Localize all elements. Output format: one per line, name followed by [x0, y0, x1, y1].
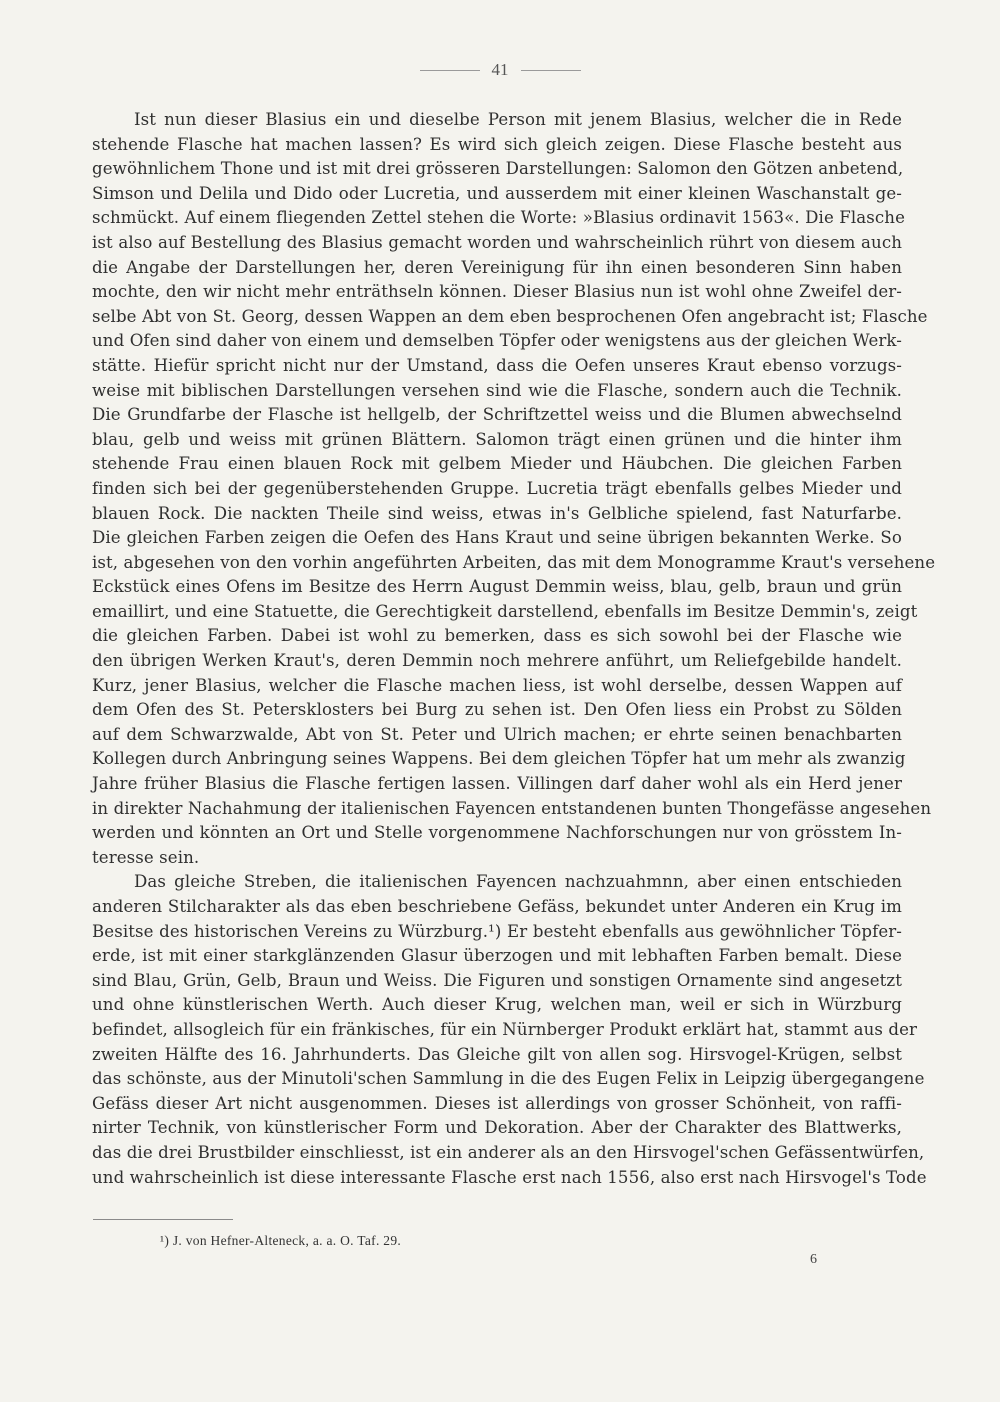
text-line: und ohne künstlerischen Werth. Auch dieser Krug, welchen man, weil er sich in Würzburg — [92, 995, 902, 1015]
text-line: blauen Rock. Die nackten Theile sind weiss, etwas in's Gelbliche spielend, fast Naturfarbe. — [92, 503, 902, 523]
text-line: das die drei Brustbilder einschliesst, ist ein anderer als an den Hirsvogel'schen Gefässentwürfen, — [92, 1142, 925, 1162]
text-line: Die gleichen Farben zeigen die Oefen des Hans Kraut und seine übrigen bekannten Werke. So — [92, 528, 902, 548]
text-line: Jahre früher Blasius die Flasche fertigen lassen. Villingen darf daher wohl als ein Herd jener — [92, 774, 902, 794]
text-line: anderen Stilcharakter als das eben beschriebene Gefäss, bekundet unter Anderen ein Krug im — [92, 897, 902, 916]
text-line: zweiten Hälfte des 16. Jahrhunderts. Das Gleiche gilt von allen sog. Hirsvogel-Krügen, selbst — [92, 1044, 902, 1064]
text-line: mochte, den wir nicht mehr enträthseln können. Dieser Blasius nun ist wohl ohne Zweifel der- — [92, 282, 902, 302]
header-rule-right — [521, 70, 581, 71]
header-rule-left — [420, 70, 480, 71]
text-line: werden und könnten an Ort und Stelle vorgenommene Nachforschungen nur von grösstem In- — [92, 823, 902, 843]
text-line: Gefäss dieser Art nicht ausgenommen. Dieses ist allerdings von grosser Schönheit, von raffi- — [92, 1093, 902, 1113]
text-line: weise mit biblischen Darstellungen versehen sind wie die Flasche, sondern auch die Technik. — [92, 380, 902, 400]
body-text — [92, 108, 936, 1190]
footnote-rule — [93, 1219, 233, 1220]
text-line: stehende Frau einen blauen Rock mit gelbem Mieder und Häubchen. Die gleichen Farben — [92, 454, 902, 474]
page-number: 41 — [491, 60, 509, 79]
text-line: Simson und Delila und Dido oder Lucretia, und ausserdem mit einer kleinen Waschanstalt ge- — [92, 183, 902, 203]
text-line: ist, abgesehen von den vorhin angeführten Arbeiten, das mit dem Monogramme Kraut's versehene — [92, 552, 936, 572]
text-line: erde, ist mit einer starkglänzenden Glasur überzogen und mit lebhaften Farben bemalt. Diese — [92, 946, 902, 966]
text-line: selbe Abt von St. Georg, dessen Wappen an dem eben besprochenen Ofen angebracht ist; Flasche — [92, 306, 928, 326]
text-line: stehende Flasche hat machen lassen? Es wird sich gleich zeigen. Diese Flasche besteht aus — [92, 134, 902, 154]
text-line: ist also auf Bestellung des Blasius gemacht worden und wahrscheinlich rührt von diesem auch — [92, 232, 902, 252]
text-line: Das gleiche Streben, die italienischen Fayencen nachzuahmnn, aber einen entschieden — [134, 872, 902, 892]
text-line: in direkter Nachahmung der italienischen Fayencen entstandenen bunten Thongefässe angesehen — [92, 798, 932, 818]
text-line: teresse sein. — [92, 847, 200, 867]
text-line: Ist nun dieser Blasius ein und dieselbe Person mit jenem Blasius, welcher die in Rede — [134, 110, 902, 129]
footnote: ¹) J. von Hefner-Alteneck, a. a. O. Taf. 29. — [160, 1233, 402, 1248]
text-line: gewöhnlichem Thone und ist mit drei grösseren Darstellungen: Salomon den Götzen anbetend, — [92, 159, 904, 179]
text-line: das schönste, aus der Minutoli'schen Sammlung in die des Eugen Felix in Leipzig übergegangene — [92, 1069, 925, 1089]
text-line: sind Blau, Grün, Gelb, Braun und Weiss. Die Figuren und sonstigen Ornamente sind angesetzt — [92, 970, 902, 990]
text-line: emaillirt, und eine Statuette, die Gerechtigkeit darstellend, ebenfalls im Besitze Demmin's, zeigt — [92, 601, 918, 621]
text-line: befindet, allsogleich für ein fränkisches, für ein Nürnberger Produkt erklärt hat, stammt aus der — [92, 1019, 918, 1039]
text-line: finden sich bei der gegenüberstehenden Gruppe. Lucretia trägt ebenfalls gelbes Mieder und — [92, 478, 902, 498]
text-line: schmückt. Auf einem fliegenden Zettel stehen die Worte: »Blasius ordinavit 1563«. Die Flasche — [92, 208, 905, 228]
text-line: den übrigen Werken Kraut's, deren Demmin noch mehrere anführt, um Reliefgebilde handelt. — [92, 651, 902, 671]
text-line: stätte. Hiefür spricht nicht nur der Umstand, dass die Oefen unseres Kraut ebenso vorzugs- — [92, 355, 902, 375]
text-line: die Angabe der Darstellungen her, deren Vereinigung für ihn einen besonderen Sinn haben — [92, 257, 902, 277]
text-line: Eckstück eines Ofens im Besitze des Herrn August Demmin weiss, blau, gelb, braun und grün — [92, 577, 902, 597]
text-line: Die Grundfarbe der Flasche ist hellgelb, der Schriftzettel weiss und die Blumen abwechselnd — [92, 405, 902, 425]
page-header — [0, 60, 1000, 80]
text-line: Kurz, jener Blasius, welcher die Flasche machen liess, ist wohl derselbe, dessen Wappen auf — [92, 675, 902, 695]
signature-mark: 6 — [810, 1252, 817, 1267]
text-line: und Ofen sind daher von einem und demselben Töpfer oder wenigstens aus der gleichen Werk- — [92, 331, 902, 351]
text-line: dem Ofen des St. Petersklosters bei Burg zu sehen ist. Den Ofen liess ein Probst zu Sölden — [92, 700, 902, 720]
text-line: die gleichen Farben. Dabei ist wohl zu bemerken, dass es sich sowohl bei der Flasche wie — [92, 626, 902, 646]
text-line: und wahrscheinlich ist diese interessante Flasche erst nach 1556, also erst nach Hirsvogel's Tode — [92, 1167, 927, 1187]
text-line: nirter Technik, von künstlerischer Form und Dekoration. Aber der Charakter des Blattwerks, — [92, 1118, 902, 1138]
text-line: blau, gelb und weiss mit grünen Blättern. Salomon trägt einen grünen und die hinter ihm — [92, 429, 902, 449]
text-line: Kollegen durch Anbringung seines Wappens. Bei dem gleichen Töpfer hat um mehr als zwanzig — [92, 749, 906, 769]
text-line: Besitse des historischen Vereins zu Würzburg.¹) Er besteht ebenfalls aus gewöhnlicher Töpfer- — [92, 921, 902, 941]
text-line: auf dem Schwarzwalde, Abt von St. Peter und Ulrich machen; er ehrte seinen benachbarten — [92, 724, 902, 744]
